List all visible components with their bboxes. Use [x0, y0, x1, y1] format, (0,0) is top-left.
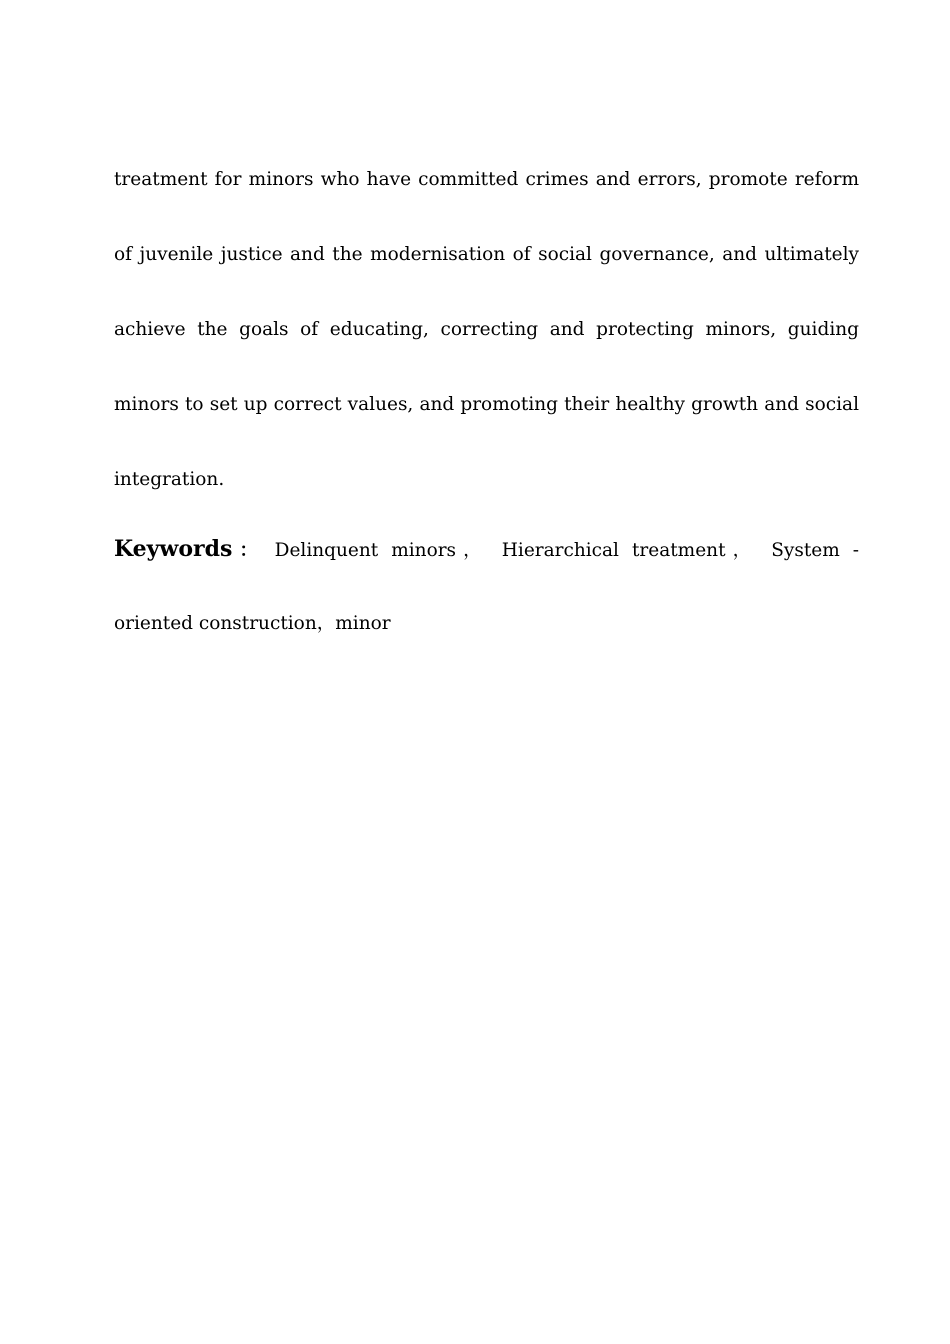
keywords-colon: ：	[232, 540, 265, 561]
abstract-paragraph: treatment for minors who have committed crimes and errors, promote reform of juvenile justice and the modernisation of social governance, and ultimately achieve the goals of educating, correcting and protecting minors, guiding minors to set up correct values, and promoting their healthy growth and social integration.	[114, 169, 859, 490]
page-content	[114, 142, 859, 660]
keywords-label: Keywords	[114, 536, 233, 562]
keywords-text: Delinquent minors， Hierarchical treatment， System - oriented construction，minor	[114, 540, 859, 634]
keywords-line	[114, 513, 859, 660]
